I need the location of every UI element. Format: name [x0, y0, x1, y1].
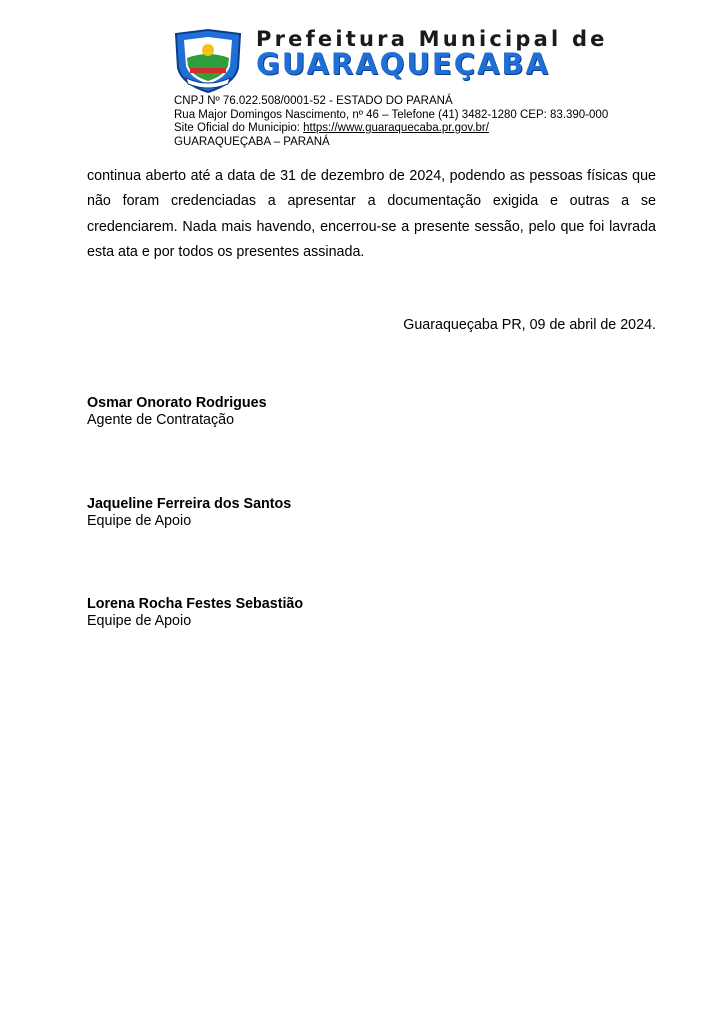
- signature-block: [87, 395, 267, 429]
- address-line: Rua Major Domingos Nascimento, nº 46 – Telefone (41) 3482-1280 CEP: 83.390-000: [174, 108, 609, 121]
- signatory-name: Jaqueline Ferreira dos Santos: [87, 496, 292, 512]
- cnpj-line: CNPJ Nº 76.022.508/0001-52 - ESTADO DO PARANÁ: [174, 95, 453, 107]
- minutes-paragraph: continua aberto até a data de 31 de dezembro de 2024, podendo as pessoas físicas que não foram credenciadas a apresentar a documentação exigida e outras a se credenciarem. Nada mais havendo, encerrou-se a presente sessão, pelo que foi lavrada esta ata e por todos os presentes assinada.: [87, 168, 656, 260]
- site-label: Site Oficial do Municipio:: [174, 122, 304, 134]
- site-line: [174, 122, 608, 136]
- signatory-role: Equipe de Apoio: [87, 613, 192, 629]
- org-city-name: GUARAQUEÇABA: [256, 47, 550, 81]
- document-header: [0, 0, 724, 160]
- signatory-role: Equipe de Apoio: [87, 513, 192, 529]
- signatory-name: Lorena Rocha Festes Sebastião: [87, 596, 304, 612]
- org-contact-info: [174, 95, 608, 149]
- org-title: Prefeitura Municipal de: [256, 27, 608, 51]
- date-place-line: Guaraqueçaba PR, 09 de abril de 2024.: [403, 317, 656, 333]
- signature-block: [87, 596, 303, 630]
- city-state-line: GUARAQUEÇABA – PARANÁ: [174, 135, 330, 148]
- signature-block: [87, 496, 291, 530]
- official-site-link[interactable]: https://www.guaraquecaba.pr.gov.br/: [303, 122, 489, 134]
- municipal-coat-of-arms-icon: [172, 28, 244, 94]
- signatory-name: Osmar Onorato Rodrigues: [87, 395, 267, 411]
- signatory-role: Agente de Contratação: [87, 412, 235, 428]
